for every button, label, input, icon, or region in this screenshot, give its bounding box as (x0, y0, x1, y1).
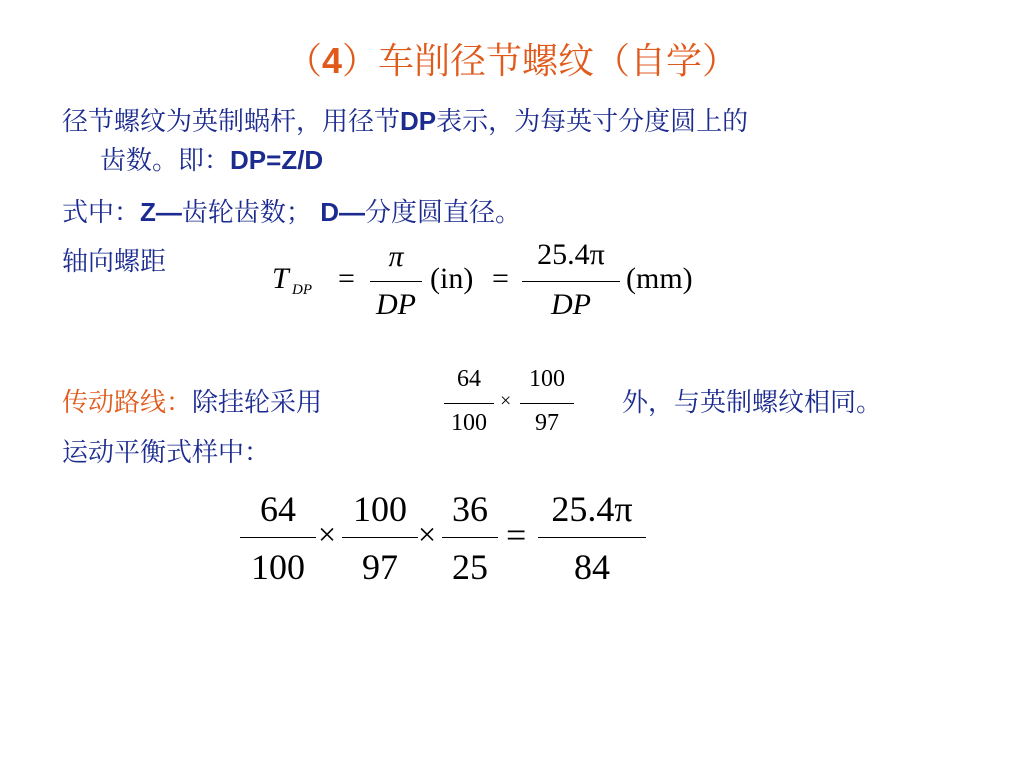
formula2-f1-den: 100 (451, 410, 487, 436)
body-line-2 (100, 143, 323, 178)
line5-text-b: 外，与英制螺纹相同。 (622, 388, 883, 418)
formula1-frac1 (370, 240, 422, 274)
formula3-times1: × (318, 516, 337, 552)
formula3-f2-num: 100 (353, 489, 407, 529)
line3-text-c: 分度圆直径。 (364, 198, 521, 228)
formula1-T-sub: DP (292, 282, 312, 298)
formula3-f1-den-wrap (240, 546, 316, 588)
formula2-f1-bar (444, 403, 494, 404)
formula3-f3-num: 36 (452, 489, 488, 529)
formula3-f1-num-wrap (240, 488, 316, 530)
formula1-unit1: (in) (430, 262, 474, 295)
formula3-f2-den-wrap (342, 546, 418, 588)
formula3-f3-num-wrap (442, 488, 498, 530)
line6-text: 运动平衡式样中： (62, 438, 271, 468)
line3-d: D— (320, 197, 365, 227)
formula3-f2-num-wrap (342, 488, 418, 530)
formula1-frac1-bar (370, 281, 422, 282)
formula2-f2-bar (520, 403, 574, 404)
line3-z: Z— (140, 197, 182, 227)
line5-label: 传动路线： (62, 388, 193, 418)
formula3-f4-num: 25.4π (551, 489, 633, 529)
body-line-1 (62, 104, 748, 139)
formula2-f2-den-wrap (520, 410, 574, 437)
formula1-frac1-den: DP (376, 288, 416, 321)
formula2-f2-num: 100 (529, 366, 565, 392)
body-line-5 (62, 386, 322, 420)
line3-text-a: 式中： (62, 198, 141, 228)
formula3-f3-den-wrap (442, 546, 498, 588)
line2-text-a: 齿数。即： (100, 146, 231, 176)
formula3-f4-den: 84 (574, 547, 610, 587)
line5-text-a: 除挂轮采用 (192, 388, 323, 418)
formula3-eq: = (506, 515, 527, 555)
formula2-f1-num: 64 (457, 366, 481, 392)
formula1-frac1-den-wrap (366, 288, 426, 322)
formula1-frac1-num: π (388, 240, 404, 273)
line2-formula: DP=Z/D (230, 145, 324, 175)
title-number: 4 (321, 40, 343, 81)
formula2-f2-den: 97 (535, 410, 559, 436)
formula3-f1-den: 100 (251, 547, 305, 587)
formula1-eq2: = (492, 262, 509, 295)
formula3-f3-den: 25 (452, 547, 488, 587)
title-paren: （ (285, 41, 322, 82)
formula2-f2-num-wrap (520, 366, 574, 393)
formula3-f4-den-wrap (538, 546, 646, 588)
line1-text-a: 径节螺纹为英制蜗杆，用径节 (62, 107, 401, 137)
formula1-T: T (272, 262, 289, 295)
formula1-frac2 (522, 238, 620, 272)
formula2-f1-num-wrap (444, 366, 494, 393)
line1-text-b: 表示，为每英寸分度圆上的 (436, 107, 749, 137)
formula3-f1-num: 64 (260, 489, 296, 529)
formula3-f3-bar (442, 537, 498, 538)
formula3-f1-bar (240, 537, 316, 538)
body-line-5b (622, 386, 882, 420)
body-line-3 (62, 195, 521, 230)
line1-dp: DP (400, 106, 437, 136)
formula3-f4-bar (538, 537, 646, 538)
body-line-4 (62, 245, 166, 279)
title-text: ）车削径节螺纹（自学） (342, 41, 739, 82)
formula2-times: × (500, 390, 512, 412)
line4-text: 轴向螺距 (62, 247, 167, 277)
slide-title (0, 38, 1024, 85)
formula3-f2-bar (342, 537, 418, 538)
formula1-eq1: = (338, 262, 355, 295)
line3-text-b: 齿轮齿数； (181, 198, 312, 228)
formula3-f4-num-wrap (538, 488, 646, 530)
formula1-frac2-num: 25.4π (537, 238, 605, 271)
formula1-frac2-den: DP (551, 288, 591, 321)
formula3-times2: × (418, 516, 437, 552)
formula1-unit2: (mm) (626, 262, 693, 295)
formula2-f1-den-wrap (444, 410, 494, 437)
formula1-frac2-bar (522, 281, 620, 282)
formula1-frac2-den-wrap (522, 288, 620, 322)
body-line-6 (62, 436, 270, 470)
formula3-f2-den: 97 (362, 547, 398, 587)
